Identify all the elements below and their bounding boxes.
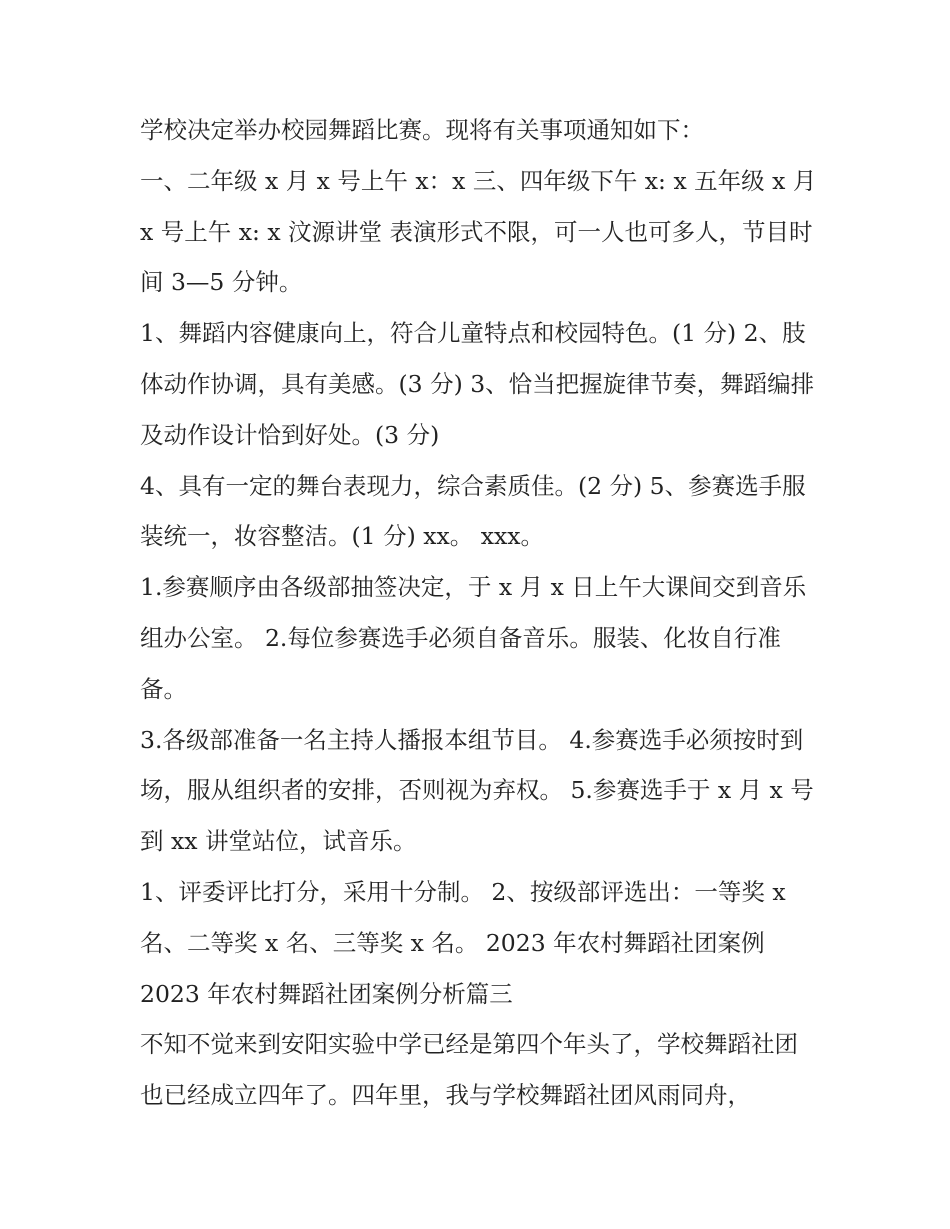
paragraph-criteria-4-5: 4、具有一定的舞台表现力，综合素质佳。(2 分) 5、参赛选手服装统一，妆容整洁。(1 分) xx。 xxx。: [140, 471, 806, 551]
paragraph-schedule: 一、二年级 x 月 x 号上午 x：x 三、四年级下午 x: x 五年级 x 月 x 号上午 x: x 汶源讲堂 表演形式不限，可一人也可多人，节目时间 3—5 分钟。: [140, 166, 817, 297]
paragraph-rules-3-5: 3.各级部准备一名主持人播报本组节目。 4.参赛选手必须按时到场，服从组织者的安排，否则视为弃权。 5.参赛选手于 x 月 x 号到 xx 讲堂站位，试音乐。: [140, 725, 814, 856]
paragraph-criteria-1-3: 1、舞蹈内容健康向上，符合儿童特点和校园特色。(1 分) 2、肢体动作协调，具有美感。(3 分) 3、恰当把握旋律节奏，舞蹈编排及动作设计恰到好处。(3 分): [140, 319, 815, 449]
paragraph-rules-1-2: 1.参赛顺序由各级部抽签决定，于 x 月 x 日上午大课间交到音乐组办公室。 2.每位参赛选手必须自备音乐。服装、化妆自行准备。: [140, 573, 807, 703]
paragraph-section-title: 2023 年农村舞蹈社团案例分析篇三: [140, 979, 513, 1008]
paragraph-case-intro: 不知不觉来到安阳实验中学已经是第四个年头了，学校舞蹈社团也已经成立四年了。四年里，我与学校舞蹈社团风雨同舟，: [140, 1030, 798, 1110]
paragraph-awards: 1、评委评比打分，采用十分制。 2、按级部评选出：一等奖 x 名、二等奖 x 名、三等奖 x 名。 2023 年农村舞蹈社团案例: [140, 877, 786, 957]
document-body: [140, 105, 820, 1121]
paragraph-intro: 学校决定举办校园舞蹈比赛。现将有关事项通知如下：: [140, 116, 704, 144]
